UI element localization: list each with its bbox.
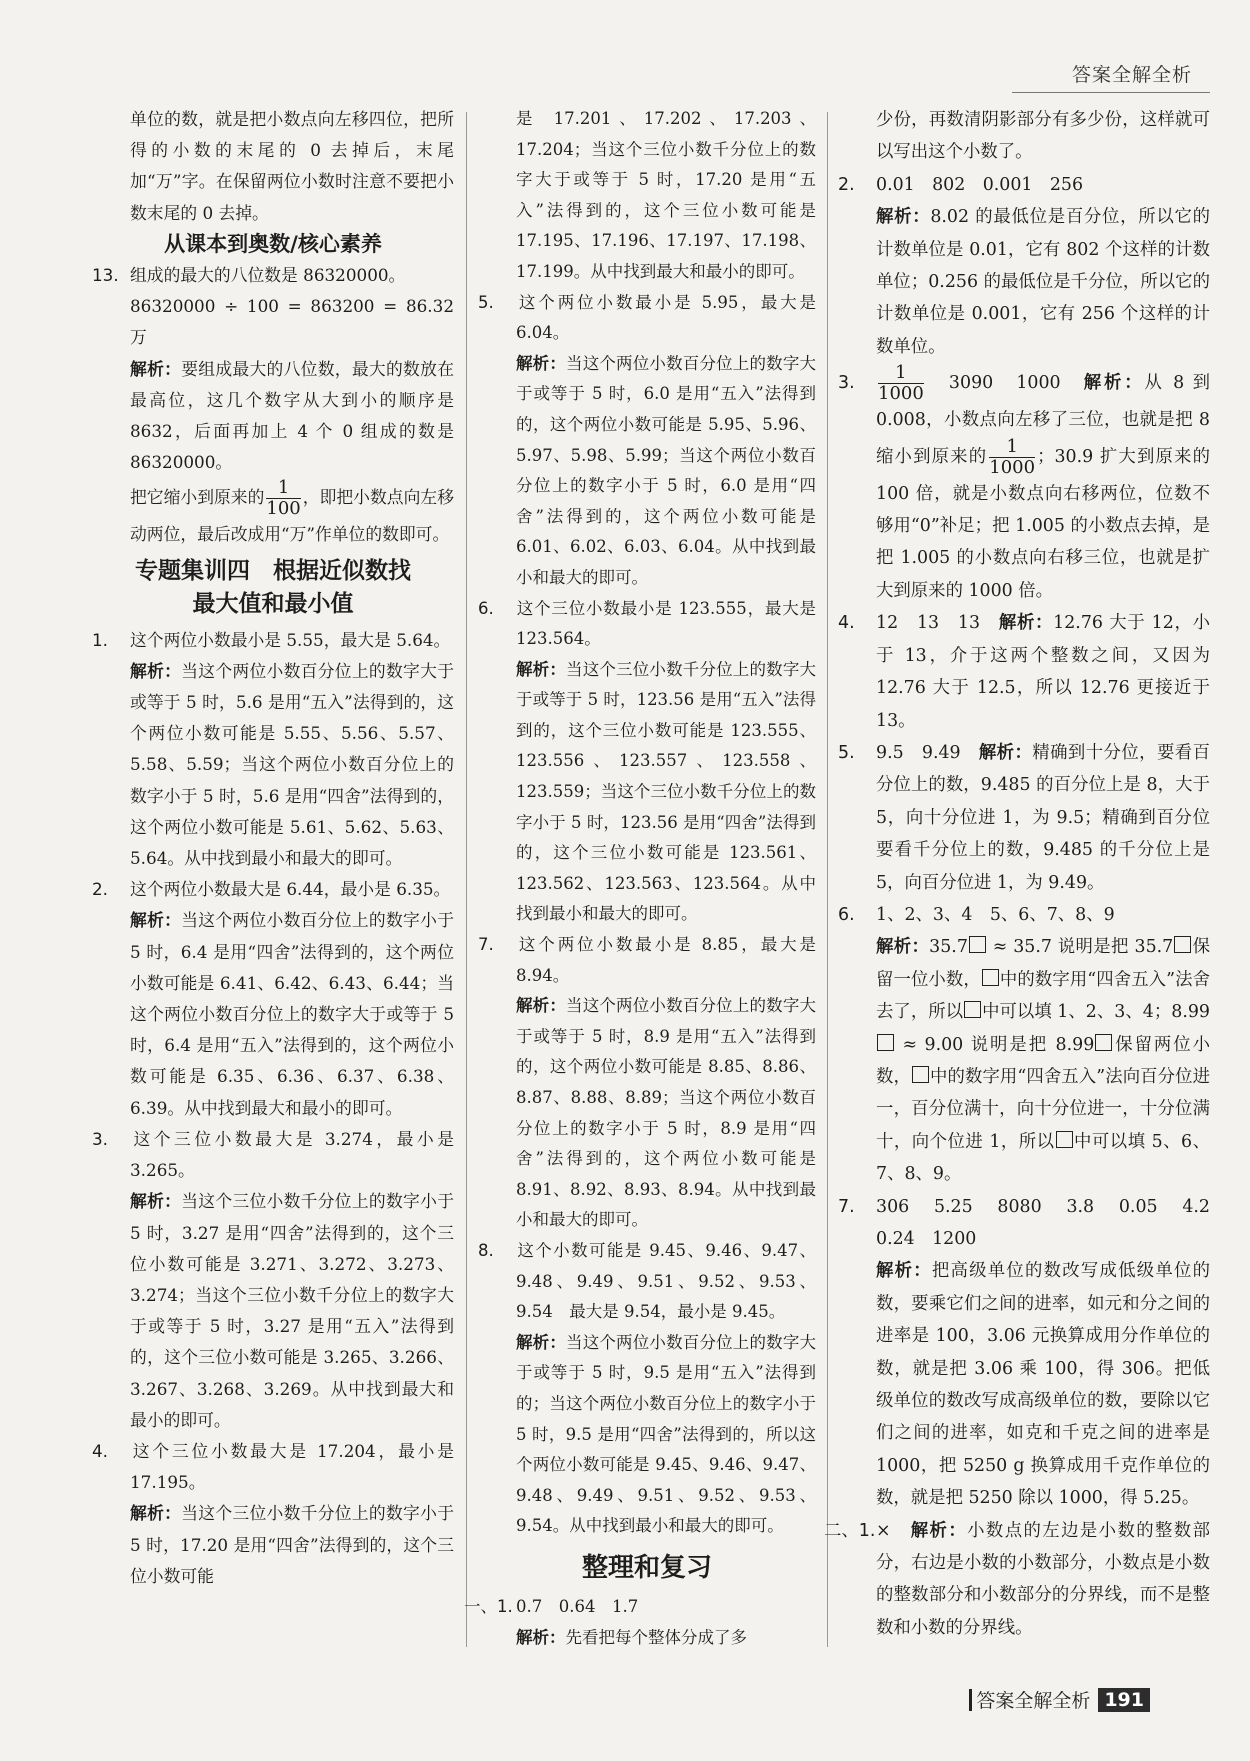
review-item-4: 4. 12 13 13 解析：12.76 大于 12，小于 13，介于这两个整数之间，又因为 12.76 大于 12.5，所以 12.76 更接近于 13。: [838, 613, 1210, 731]
review-item-5: 5. 9.5 9.49 解析：精确到十分位，要看百分位上的数，9.485 的百分位上是 8，大于 5，向十分位进 1，为 9.5；精确到百分位要看千分位上的数，9.485 的千分位上是 5，向百分位进 1，为 9.49。: [838, 742, 1210, 893]
text-block: 是 17.201、17.202、17.203、17.204；当这个三位小数千分位上的数字大于或等于 5 时，17.20 是用“五入”法得到的，这个三位小数可能是 17.195、17.196、17.197、17.198、17.199。从中找到最大和最小的即可。: [516, 109, 816, 281]
footer-label: 答案全解全析: [976, 1690, 1091, 1712]
column-2: [464, 104, 817, 1653]
section-heading: 整理和复习: [581, 1552, 712, 1583]
answer-item-7: 7. 这个两位小数最小是 8.85，最大是 8.94。 解析：当这个两位小数百分位上的数字大于或等于 5 时，8.9 是用“五入”法得到的，这个两位小数可能是 8.85、8.86、8.87、8.88、8.89；当这个两位小数百分位上的数字小于 5 时，8.9 是用“四舍”法得到的，这个两位小数可能是 8.91、8.92、8.93、8.94。从中找到最小和最大的即可。: [478, 935, 817, 1230]
blank-box: [964, 1001, 981, 1018]
fraction: $\frac{1}{1000}$: [989, 435, 1036, 478]
blank-box: [912, 1066, 929, 1083]
blank-box: [1095, 1034, 1112, 1051]
column-1: [92, 104, 454, 1592]
answer-item-4: 4. 这个三位小数最大是 17.204，最小是 17.195。 解析：当这个三位小数千分位上的数字小于 5 时，17.20 是用“四舍”法得到的，这个三位小数可能: [92, 1440, 454, 1586]
review-item-1: 一、1. 0.7 0.64 1.7 解析：先看把每个整体分成了多: [464, 1596, 747, 1647]
header-tab: 答案全解全析: [1071, 64, 1192, 86]
fraction: $\frac{1}{1000}$: [878, 362, 924, 405]
header-rule: [1012, 92, 1210, 93]
blank-box: [877, 1034, 894, 1051]
footer-bar: [969, 1689, 972, 1711]
section-heading: 专题集训四 根据近似数找 最大值和最小值: [135, 557, 411, 617]
answer-item-5: 5. 这个两位小数最小是 5.95，最大是 6.04。 解析：当这个两位小数百分位上的数字大于或等于 5 时，6.0 是用“五入”法得到的，这个两位小数可能是 5.95、5.96、5.97、5.98、5.99；当这个两位小数百分位上的数字小于 5 时，6.0 是用“四舍”法得到的，这个两位小数可能是 6.01、6.02、6.03、6.04。从中找到最小和最大的即可。: [478, 292, 817, 587]
answer-item-6: 6. 这个三位小数最小是 123.555，最大是 123.564。 解析：当这个三位小数千分位上的数字大于或等于 5 时，123.56 是用“五入”法得到的，这个三位小数可能是 123.555、123.556、123.557、123.558、123.559；当这个三位小数千分位上的数字小于 5 时，123.56 是用“四舍”法得到的，这个三位小数可能是 123.561、123.562、123.563、123.564。从中找到最小和最大的即可。: [478, 598, 817, 924]
fraction: $\frac{1}{100}$: [266, 477, 301, 520]
text-block: 单位的数，就是把小数点向左移四位，把所得的小数的末尾的 0 去掉后，末尾加“万”字。在保留两位小数时注意不要把小数末尾的 0 去掉。: [130, 109, 454, 223]
answer-item-2: 2. 这个两位小数最大是 6.44，最小是 6.35。 解析：当这个两位小数百分位上的数字小于 5 时，6.4 是用“四舍”法得到的，这个两位小数可能是 6.41、6.42、6.43、6.44；当这个两位小数百分位上的数字大于或等于 5 时，6.4 是用“五入”法得到的，这个两位小数可能是 6.35、6.36、6.37、6.38、6.39。从中找到最大和最小的即可。: [92, 879, 454, 1118]
text-block: 少份，再数清阴影部分有多少份，这样就可以写出这个小数了。: [876, 110, 1210, 163]
blank-box: [1174, 936, 1191, 953]
answer-item-13: 13. 组成的最大的八位数是 86320000。 86320000 ÷ 100 = 863200 = 86.32 万 解析：要组成最大的八位数，最大的数放在最高位，这几个数字从大到小的顺序是 8632，后面再加上 4 个 0 组成的数是 86320000。 把它缩小到原来的 $\frac{1}{100}$ ，即把小数点向左移动两位，最后改成用“万”作单位的数即可。: [92, 265, 454, 545]
blank-box: [969, 936, 986, 953]
review-item-7: 7. 306 5.25 8080 3.8 0.05 4.2 0.24 1200 解析：把高级单位的数改写成低级单位的数，要乘它们之间的进率，如元和分之间的进率是 100，3.06 元换算成用分作单位的数，就是把 3.06 乘 100，得 306。把低级单位的数改写成高级单位的数，要除以它们之间的进率，如克和千克之间的进率是 1000，把 5250 g 换算成用千克作单位的数，就是把 5250 除以 1000，得 5.25。: [838, 1196, 1228, 1509]
judge-item-1: 二、1.× 解析：小数点的左边是小数的整数部分，右边是小数的小数部分，小数点是小数的整数部分和小数部分的分界线，而不是整数和小数的分界线。: [824, 1520, 1210, 1638]
blank-box: [1056, 1131, 1073, 1148]
review-item-6: 6. 1、2、3、4 5、6、7、8、9 解析：35.7 ≈ 35.7 说明是把 35.7 保留一位小数， 中的数字用“四舍五入”法舍去了，所以 中可以填 1、2、3、4；8.99 ≈ 9.00 说明是把 8.99 保留两位小数， 中的数字用“四舍五入”法向百分位进一，百分位满十，向十分位进一，十分位满十，向个位进 1，所以 中可以填 5、6、7、8、9。: [838, 904, 1210, 1185]
column-divider: [466, 112, 467, 1647]
section-heading: 从课本到奥数/核心素养: [164, 231, 382, 256]
page-footer: [969, 1686, 1150, 1713]
answer-item-1: 1. 这个两位小数最小是 5.55，最大是 5.64。 解析：当这个两位小数百分位上的数字大于或等于 5 时，5.6 是用“五入”法得到的，这个两位小数可能是 5.55、5.56、5.57、5.58、5.59；当这个两位小数百分位上的数字小于 5 时，5.6 是用“四舍”法得到的，这个两位小数可能是 5.61、5.62、5.63、5.64。从中找到最小和最大的即可。: [92, 629, 454, 869]
review-item-3: 3. $\frac{1}{1000}$ 3090 1000 解析：从 8 到 0.008，小数点向左移了三位，也就是把 8 缩小到原来的 $\frac{1}{1000}$ ；30.9 扩大到原来的 100 倍，就是小数点向右移两位，位数不够用“0”补足；把 1.005 的小数点去掉，是把 1.005 的小数点向右移三位，也就是扩大到原来的 1000 倍。: [838, 362, 1210, 601]
blank-box: [982, 969, 999, 986]
column-divider: [827, 112, 828, 1647]
page-number: 191: [1098, 1688, 1150, 1712]
answer-item-3: 3. 这个三位小数最大是 3.274，最小是 3.265。 解析：当这个三位小数千分位上的数字小于 5 时，3.27 是用“四舍”法得到的，这个三位小数可能是 3.271、3.272、3.273、3.274；当这个三位小数千分位上的数字大于或等于 5 时，3.27 是用“五入”法得到的，这个三位小数可能是 3.265、3.266、3.267、3.268、3.269。从中找到最大和最小的即可。: [92, 1128, 454, 1430]
answer-item-8: 8. 这个小数可能是 9.45、9.46、9.47、9.48、9.49、9.51、9.52、9.53、9.54 最大是 9.54，最小是 9.45。 解析：当这个两位小数百分位上的数字大于或等于 5 时，9.5 是用“五入”法得到的；当这个两位小数百分位上的数字小于 5 时，9.5 是用“四舍”法得到的，所以这个两位小数可能是 9.45、9.46、9.47、9.48、9.49、9.51、9.52、9.53、9.54。从中找到最小和最大的即可。: [478, 1240, 817, 1536]
column-3: [824, 104, 1228, 1644]
review-item-2: 2. 0.01 802 0.001 256 解析：8.02 的最低位是百分位，所以它的计数单位是 0.01，它有 802 个这样的计数单位；0.256 的最低位是千分位，所以它的计数单位是 0.001，它有 256 个这样的计数单位。: [838, 174, 1210, 357]
